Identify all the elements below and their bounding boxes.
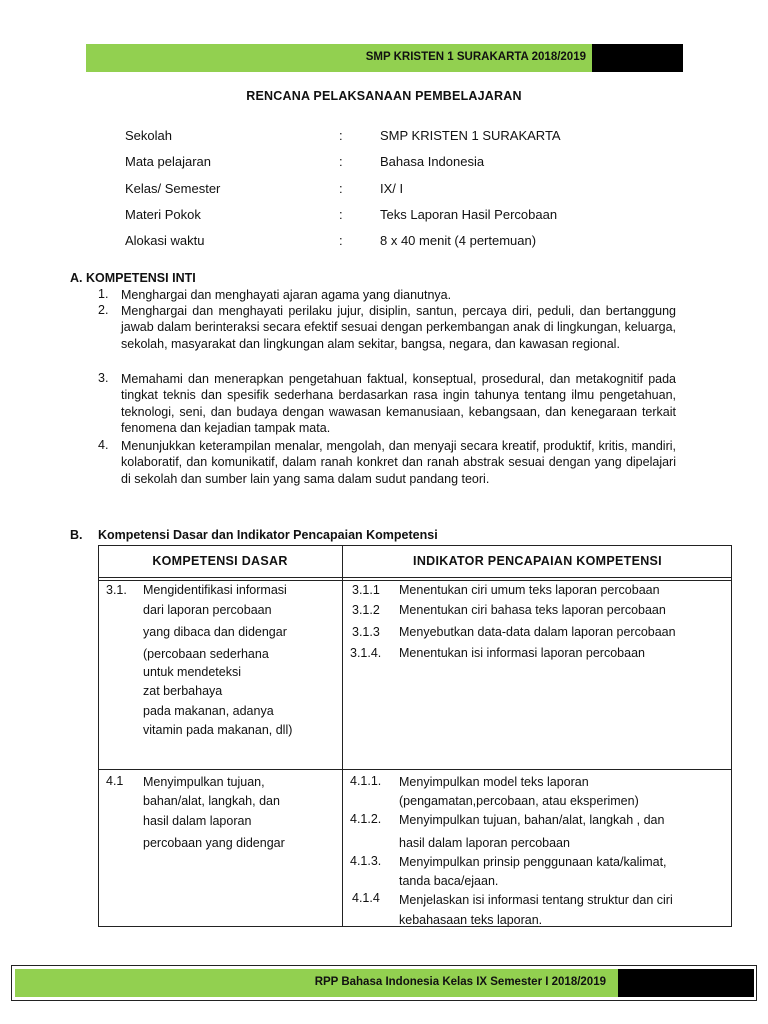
table-header-divider [98,577,732,578]
indicator-number: 3.1.2 [352,603,380,617]
kd-text-line: dari laporan percobaan [143,603,272,617]
kd-text-line: Menyimpulkan tujuan, [143,775,265,789]
indicator-number: 3.1.1 [352,583,380,597]
indicator-number: 4.1.2. [350,812,382,826]
ki-text: Memahami dan menerapkan pengetahuan faktual, konseptual, prosedural, dan metakognitif pada tingkat teknis dan spesifik sederhana berdasarkan rasa ingin tahunya tentang ilmu pengetahuan, teknologi, seni, dan budaya dengan wawasan kemanusiaan, kebangsaan, dan kenegaraan terkait fenomena dan kejadian tampak mata. [121,372,676,435]
indicator-text: Menyimpulkan model teks laporan [399,775,589,789]
kd-text-line: vitamin pada makanan, dll) [143,723,293,737]
kd-text-line: percobaan yang didengar [143,836,285,850]
header-black-block [592,44,683,72]
page-title: RENCANA PELAKSANAAN PEMBELAJARAN [246,89,522,103]
indicator-number: 4.1.3. [350,854,382,868]
info-value: Bahasa Indonesia [380,154,485,169]
info-label: Alokasi waktu [125,233,205,248]
info-value: Teks Laporan Hasil Percobaan [380,207,558,222]
info-label: Sekolah [125,128,172,143]
table-row-divider [98,769,732,770]
indicator-text: Menyimpulkan prinsip penggunaan kata/kalimat, [399,855,667,869]
ki-number: 3. [98,371,109,385]
ki-text: Menghargai dan menghayati perilaku jujur, disiplin, santun, percaya diri, peduli, dan bertanggung jawab dalam berinteraksi secara efektif sesuai dengan perkembangan anak di lingkungan, keluarga, sekolah, masyarakat dan lingkungan alam sekitar, bangsa, negara, dan kawasan regional. [121,304,676,351]
info-value: SMP KRISTEN 1 SURAKARTA [380,128,561,143]
column-header-ipk: INDIKATOR PENCAPAIAN KOMPETENSI [413,554,662,568]
ki-number: 2. [98,303,109,317]
indicator-number: 4.1.4 [352,891,380,905]
kd-text-line: (percobaan sederhana [143,647,269,661]
ki-text: Menghargai dan menghayati ajaran agama yang dianutnya. [121,288,452,302]
info-colon: : [339,207,343,222]
info-label: Materi Pokok [125,207,201,222]
indicator-text: Menyebutkan data-data dalam laporan percobaan [399,625,676,639]
info-value: 8 x 40 menit (4 pertemuan) [380,233,537,248]
table-header-divider [98,580,732,581]
indicator-number: 4.1.1. [350,774,382,788]
ki-number: 4. [98,438,109,452]
indicator-text: Menyimpulkan tujuan, bahan/alat, langkah , dan [399,813,665,827]
indicator-text: Menentukan ciri bahasa teks laporan percobaan [399,603,666,617]
indicator-text: (pengamatan,percobaan, atau eksperimen) [399,794,639,808]
footer-text: RPP Bahasa Indonesia Kelas IX Semester I 2018/2019 [314,976,606,988]
ki-text: Menunjukkan keterampilan menalar, mengolah, dan menyaji secara kreatif, produktif, kritis, mandiri, kolaboratif, dan komunikatif, dalam ranah konkret dan ranah abstrak sesuai dengan yang dipelajari di sekolah dan sumber lain yang sama dalam sudut pandang teori. [121,439,676,486]
kd-text-line: pada makanan, adanya [143,704,274,718]
info-colon: : [339,233,343,248]
kd-text-line: zat berbahaya [143,684,223,698]
footer-black-block [618,969,754,997]
info-value: IX/ I [380,181,404,196]
info-colon: : [339,181,343,196]
indicator-number: 3.1.4. [350,646,382,660]
indicator-number: 3.1.3 [352,625,380,639]
info-colon: : [339,128,343,143]
indicator-text: kebahasaan teks laporan. [399,913,543,927]
indicator-text: Menentukan ciri umum teks laporan percobaan [399,583,660,597]
kd-number: 3.1. [106,583,127,597]
info-label: Kelas/ Semester [125,181,221,196]
ki-number: 1. [98,287,109,301]
info-colon: : [339,154,343,169]
kd-text-line: Mengidentifikasi informasi [143,583,287,597]
info-label: Mata pelajaran [125,154,211,169]
kd-text-line: bahan/alat, langkah, dan [143,794,280,808]
section-b-letter: B. [70,528,83,542]
indicator-text: Menjelaskan isi informasi tentang struktur dan ciri [399,893,673,907]
indicator-text: Menentukan isi informasi laporan percobaan [399,646,645,660]
indicator-text: tanda baca/ejaan. [399,874,499,888]
table-column-divider [342,545,343,927]
column-header-kd: KOMPETENSI DASAR [152,554,288,568]
kd-text-line: hasil dalam laporan [143,814,252,828]
header-school-year: SMP KRISTEN 1 SURAKARTA 2018/2019 [365,51,586,63]
kd-text-line: untuk mendeteksi [143,665,241,679]
indicator-text: hasil dalam laporan percobaan [399,836,570,850]
kd-number: 4.1 [106,774,124,788]
section-b-title: Kompetensi Dasar dan Indikator Pencapaian Kompetensi [98,528,438,542]
section-a-title: A. KOMPETENSI INTI [70,271,196,285]
kd-text-line: yang dibaca dan didengar [143,625,287,639]
